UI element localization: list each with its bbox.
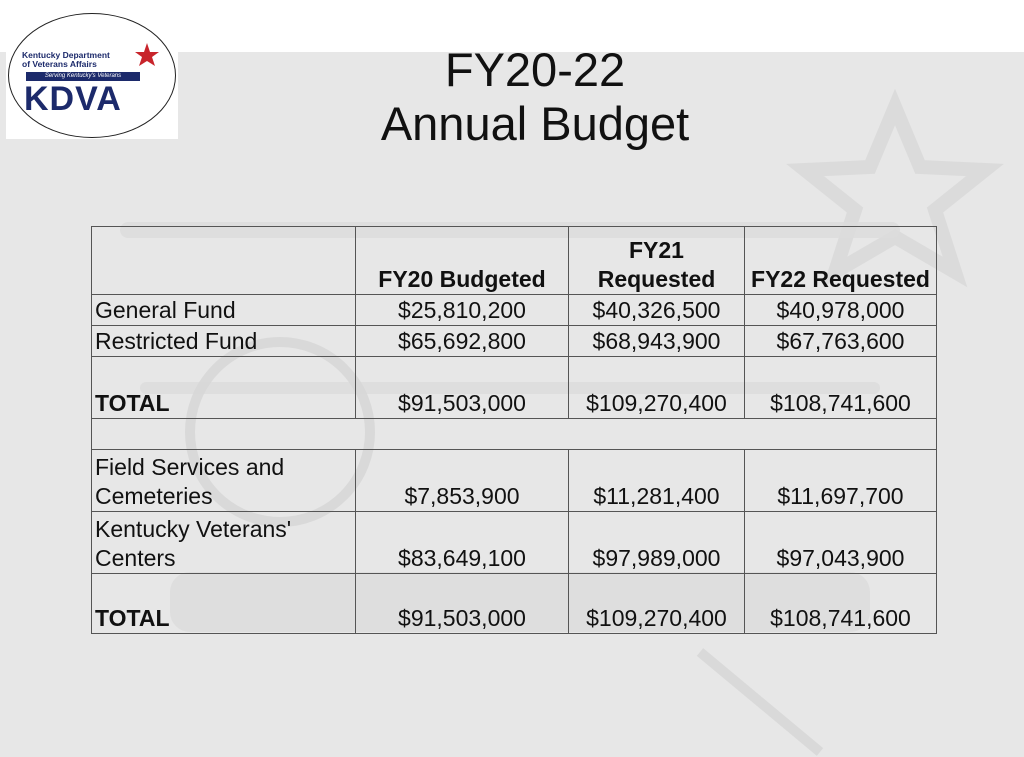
row-label: Kentucky Veterans' Centers [92,512,356,574]
header-cell-fy20: FY20 Budgeted [356,227,569,295]
cell-fy22: $108,741,600 [745,357,937,419]
row-label: TOTAL [92,574,356,634]
header-cell-fy22: FY22 Requested [745,227,937,295]
row-label: Field Services and Cemeteries [92,450,356,512]
cell-fy20: $65,692,800 [356,326,569,357]
logo-acronym: KDVA [24,80,122,118]
table-header-row [92,227,937,295]
budget-table [91,226,937,634]
cell-fy20: $91,503,000 [356,357,569,419]
cell-fy22: $97,043,900 [745,512,937,574]
cell-fy21: $97,989,000 [569,512,745,574]
cell-fy20: $91,503,000 [356,574,569,634]
logo-text-line1: Kentucky Department [22,50,110,60]
cell-fy21: $11,281,400 [569,450,745,512]
cell-fy22: $67,763,600 [745,326,937,357]
cell-fy20: $83,649,100 [356,512,569,574]
cell-fy21: $68,943,900 [569,326,745,357]
spacer-cell [92,419,937,450]
row-label: General Fund [92,295,356,326]
logo-tagline: Serving Kentucky's Veterans [26,72,140,81]
header-cell-blank [92,227,356,295]
row-label: TOTAL [92,357,356,419]
slide-title-line1: FY20-22 [444,43,626,96]
cell-fy20: $7,853,900 [356,450,569,512]
table-row [92,326,937,357]
table-row-total [92,574,937,634]
table-spacer-row [92,419,937,450]
table-row [92,450,937,512]
header-cell-fy21: FY21 Requested [569,227,745,295]
cell-fy22: $108,741,600 [745,574,937,634]
cell-fy22: $11,697,700 [745,450,937,512]
table-row [92,295,937,326]
cell-fy20: $25,810,200 [356,295,569,326]
cell-fy21: $109,270,400 [569,574,745,634]
row-label: Restricted Fund [92,326,356,357]
cell-fy22: $40,978,000 [745,295,937,326]
cell-fy21: $109,270,400 [569,357,745,419]
slide-title-line2: Annual Budget [380,97,690,150]
kdva-logo [6,12,178,139]
logo-text-line2: of Veterans Affairs [22,59,97,69]
cell-fy21: $40,326,500 [569,295,745,326]
table-row-total [92,357,937,419]
table-row [92,512,937,574]
